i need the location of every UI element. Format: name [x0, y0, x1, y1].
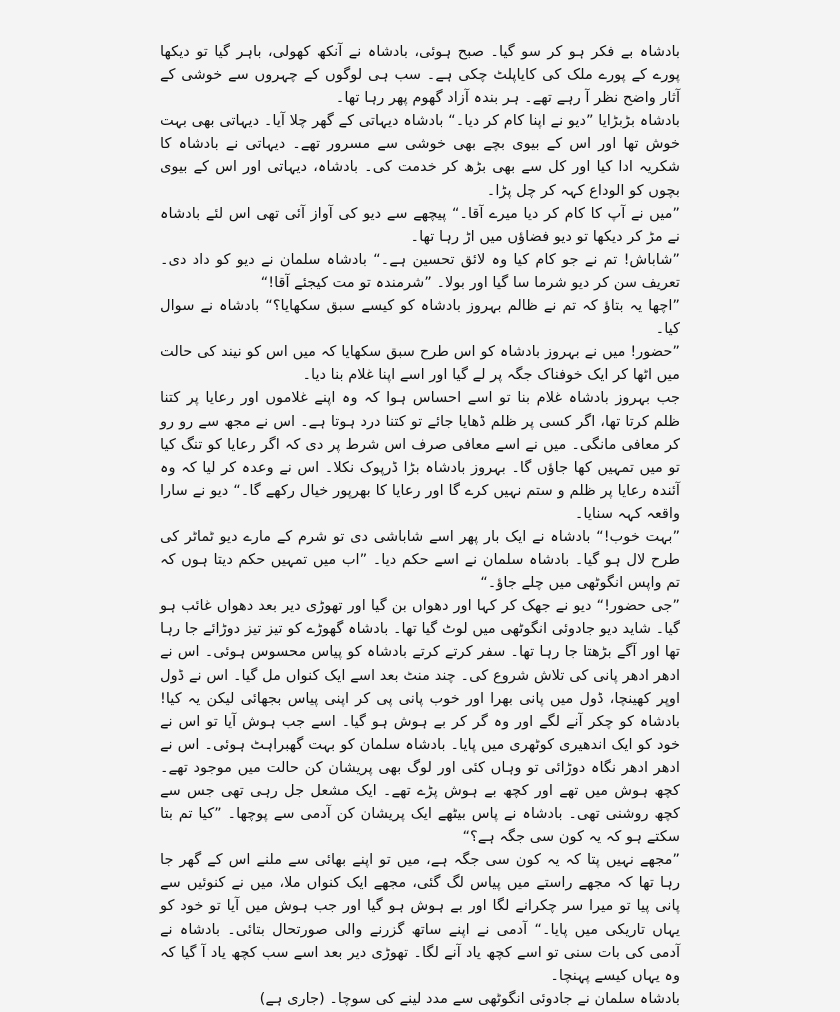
paragraph-4: ”شاباش! تم نے جو کام کیا وہ لائق تحسین ہے۔“ بادشاہ سلمان نے دیو کو داد دی۔ تعریف سن کر دیو شرما سا گیا اور بولا۔ ”شرمندہ تو مت کیجئے آقا!“	[160, 250, 680, 291]
paragraph-9: ”جی حضور!“ دیو نے جھک کر کہا اور دھواں بن گیا اور تھوڑی دیر بعد دھواں غائب ہو گیا۔ شاید دیو جادوئی انگوٹھی میں لوٹ گیا تھا۔ بادشاہ گھوڑے کو تیز تیز دوڑائے جا رہا تھا اور آگے بڑھتا جا رہا تھا۔ سفر کرتے کرتے بادشاہ کو پیاس محسوس ہوئی۔ اس نے ادھر ادھر پانی کی تلاش شروع کی۔ چند منٹ بعد اسے ایک کنواں مل گیا۔ اس نے ڈول اوپر کھینچا، ڈول میں پانی بھرا اور خوب پانی پی کر اپنی پیاس بجھائی لیکن یہ کیا! بادشاہ کو چکر آنے لگے اور وہ گر کر بے ہوش ہو گیا۔ اسے جب ہوش آیا تو اس نے خود کو ایک اندھیری کوٹھری میں پایا۔ بادشاہ سلمان کو بہت گھبراہٹ ہوئی۔ اس نے ادھر ادھر نگاہ دوڑائی تو وہاں کئی اور لوگ بھی پریشان کن حالت میں موجود تھے۔ کچھ ہوش میں تھے اور کچھ بے ہوش پڑے تھے۔ ایک مشعل جل رہی تھی جس سے کچھ روشنی تھی۔ بادشاہ نے پاس بیٹھے ایک پریشان کن آدمی سے پوچھا۔ ”کیا تم بتا سکتے ہو کہ یہ کون سی جگہ ہے؟“	[160, 597, 680, 846]
paragraph-10: ”مجھے نہیں پتا کہ یہ کون سی جگہ ہے، میں تو اپنے بھائی سے ملنے اس کے گھر جا رہا تھا کہ مجھے راستے میں پیاس لگ گئی، مجھے ایک کنواں ملا، میں نے کنوئیں سے پانی پیا تو میرا سر چکرانے لگا اور بے ہوش ہو گیا اور جب ہوش میں آیا تو خود کو یہاں تاریکی میں پایا۔“ آدمی نے اپنے ساتھ گزرنے والی صورتحال بتائی۔ بادشاہ نے آدمی کی بات سنی تو اسے کچھ یاد آنے لگا۔ تھوڑی دیر بعد اسے سب کچھ یاد آ گیا کہ وہ یہاں کیسے پہنچا۔	[160, 851, 680, 984]
paragraph-11: بادشاہ سلمان نے جادوئی انگوٹھی سے مدد لینے کی سوچا۔ (جاری ہے)	[259, 989, 680, 1007]
paragraph-5: ”اچھا یہ بتاؤ کہ تم نے ظالم بہروز بادشاہ کو کیسے سبق سکھایا؟“ بادشاہ نے سوال کیا۔	[160, 297, 680, 338]
paragraph-1: بادشاہ بے فکر ہو کر سو گیا۔ صبح ہوئی، بادشاہ نے آنکھ کھولی، باہر گیا تو دیکھا پورے کے پورے ملک کی کایاپلٹ چکی ہے۔ سب ہی لوگوں کے چہروں سے خوشی کے آثار واضح نظر آ رہے تھے۔ ہر بندہ آزاد گھوم پھر رہا تھا۔	[160, 43, 680, 107]
story-text	[160, 40, 680, 1010]
paragraph-6: ”حضور! میں نے بہروز بادشاہ کو اس طرح سبق سکھایا کہ میں اس کو نیند کی حالت میں اٹھا کر ایک خوفناک جگہ پر لے گیا اور اسے اپنا غلام بنا دیا۔	[160, 343, 680, 384]
paragraph-3: ”میں نے آپ کا کام کر دیا میرے آقا۔“ پیچھے سے دیو کی آواز آئی تھی اس لئے بادشاہ نے مڑ کر دیکھا تو دیو فضاؤں میں اڑ رہا تھا۔	[160, 204, 680, 245]
paragraph-8: ”بہت خوب!“ بادشاہ نے ایک بار پھر اسے شاباشی دی تو شرم کے مارے دیو ٹماٹر کی طرح لال ہو گیا۔ بادشاہ سلمان نے اسے حکم دیا۔ ”اب میں تمہیں حکم دیتا ہوں کہ تم واپس انگوٹھی میں چلے جاؤ۔“	[160, 527, 680, 592]
paragraph-2: بادشاہ بڑبڑایا ”دیو نے اپنا کام کر دیا۔“ بادشاہ دیہاتی کے گھر چلا آیا۔ دیہاتی بھی بہت خوش تھا اور اس کے بیوی بچے بھی خوشی سے مسرور تھے۔ دیہاتی نے بادشاہ کا شکریہ ادا کیا اور کل سے بھی بڑھ کر خدمت کی۔ بادشاہ، دیہاتی اور اس کے بیوی بچوں کو الوداع کہہ کر چل پڑا۔	[160, 112, 680, 199]
paragraph-7: جب بہروز بادشاہ غلام بنا تو اسے احساس ہوا کہ وہ اپنے غلاموں اور رعایا پر کتنا ظلم کرتا تھا، اگر کسی پر ظلم ڈھایا جائے تو کتنا درد ہوتا ہے۔ اس نے مجھ سے رو رو کر معافی مانگی۔ میں نے اسے معافی صرف اس شرط پر دی کہ اگر رعایا کو تنگ کیا تو میں تمہیں کھا جاؤں گا۔ بہروز بادشاہ بڑا ڈرپوک نکلا۔ اس نے وعدہ کر لیا کہ وہ آئندہ رعایا پر ظلم و ستم نہیں کرے گا اور رعایا کا بھرپور خیال رکھے گا۔“ دیو نے سارا واقعہ کہہ سنایا۔	[160, 389, 680, 522]
